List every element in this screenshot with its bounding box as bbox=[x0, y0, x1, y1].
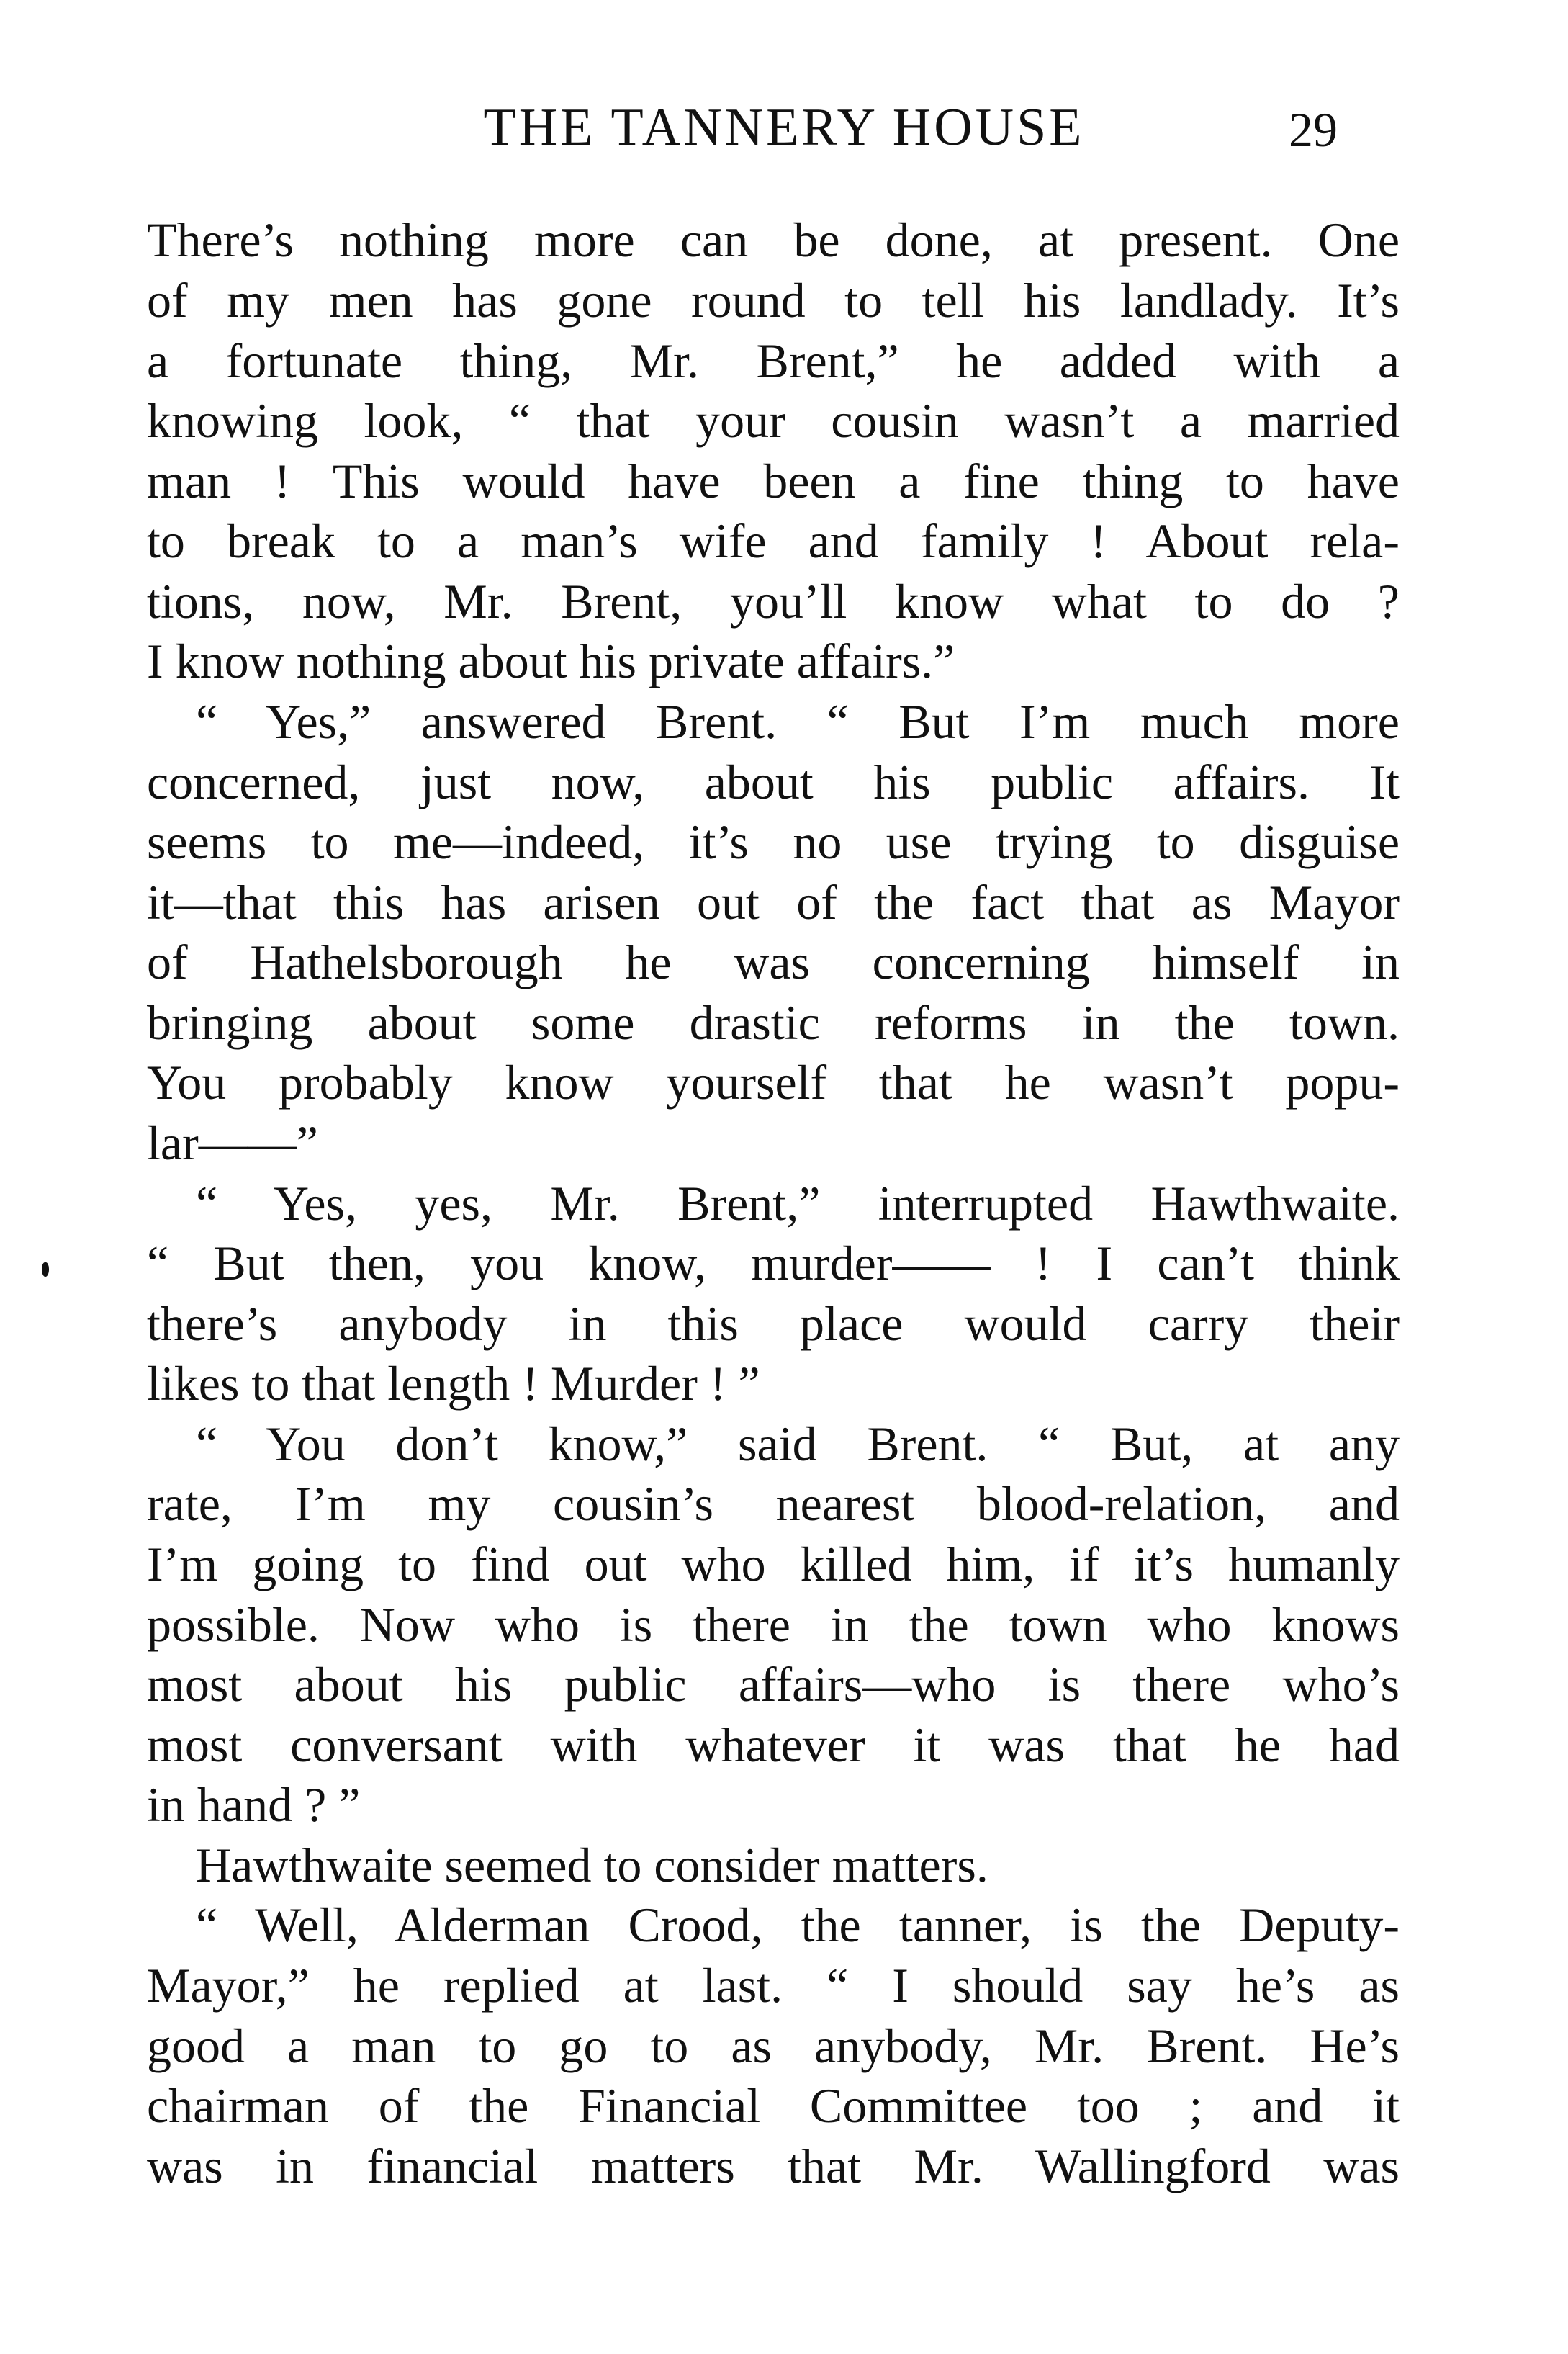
margin-mark bbox=[42, 1262, 49, 1277]
text-line: “ But then, you know, murder—— ! I can’t think bbox=[147, 1236, 1400, 1290]
text-line: of Hathelsborough he was concerning himself in bbox=[147, 935, 1400, 989]
text-line: tions, now, Mr. Brent, you’ll know what to do ? bbox=[147, 574, 1400, 629]
text-line: I’m going to find out who killed him, if it’s humanly bbox=[147, 1537, 1400, 1591]
text-line: rate, I’m my cousin’s nearest blood-relation, and bbox=[147, 1476, 1400, 1531]
text-line: lar——” bbox=[147, 1115, 318, 1170]
text-line: knowing look, “ that your cousin wasn’t a married bbox=[147, 393, 1400, 448]
text-line: was in financial matters that Mr. Wallingford was bbox=[147, 2139, 1400, 2193]
text-line: most conversant with whatever it was that he had bbox=[147, 1717, 1400, 1772]
text-line: possible. Now who is there in the town who knows bbox=[147, 1597, 1400, 1652]
text-line: to break to a man’s wife and family ! About rela- bbox=[147, 513, 1400, 568]
text-line: likes to that length ! Murder ! ” bbox=[147, 1356, 760, 1411]
text-line: I know nothing about his private affairs.” bbox=[147, 634, 955, 688]
text-line: Hawthwaite seemed to consider matters. bbox=[196, 1838, 988, 1892]
text-line: “ Yes,” answered Brent. “ But I’m much more bbox=[196, 694, 1400, 749]
text-line: concerned, just now, about his public affairs. It bbox=[147, 755, 1400, 809]
text-line: “ Well, Alderman Crood, the tanner, is the Deputy- bbox=[196, 1897, 1400, 1952]
text-line: bringing about some drastic reforms in the town. bbox=[147, 995, 1400, 1050]
text-line: “ Yes, yes, Mr. Brent,” interrupted Hawthwaite. bbox=[196, 1176, 1400, 1231]
page-number: 29 bbox=[1289, 102, 1338, 157]
text-line: chairman of the Financial Committee too ; and it bbox=[147, 2078, 1400, 2133]
text-line: it—that this has arisen out of the fact that as Mayor bbox=[147, 875, 1400, 930]
text-line: You probably know yourself that he wasn’t popu- bbox=[147, 1055, 1400, 1110]
text-line: of my men has gone round to tell his landlady. It’s bbox=[147, 273, 1400, 328]
text-line: most about his public affairs—who is there who’s bbox=[147, 1657, 1400, 1712]
text-line: Mayor,” he replied at last. “ I should say he’s as bbox=[147, 1958, 1400, 2013]
text-line: man ! This would have been a fine thing to have bbox=[147, 454, 1400, 508]
text-line: “ You don’t know,” said Brent. “ But, at any bbox=[196, 1416, 1400, 1471]
running-title: THE TANNERY HOUSE bbox=[483, 98, 1085, 157]
text-line: seems to me—indeed, it’s no use trying to disguise bbox=[147, 814, 1400, 869]
text-line: a fortunate thing, Mr. Brent,” he added with a bbox=[147, 333, 1400, 388]
text-line: there’s anybody in this place would carry their bbox=[147, 1296, 1400, 1351]
text-line: There’s nothing more can be done, at present. One bbox=[147, 212, 1400, 267]
text-line: in hand ? ” bbox=[147, 1777, 361, 1832]
text-line: good a man to go to as anybody, Mr. Brent. He’s bbox=[147, 2018, 1400, 2073]
